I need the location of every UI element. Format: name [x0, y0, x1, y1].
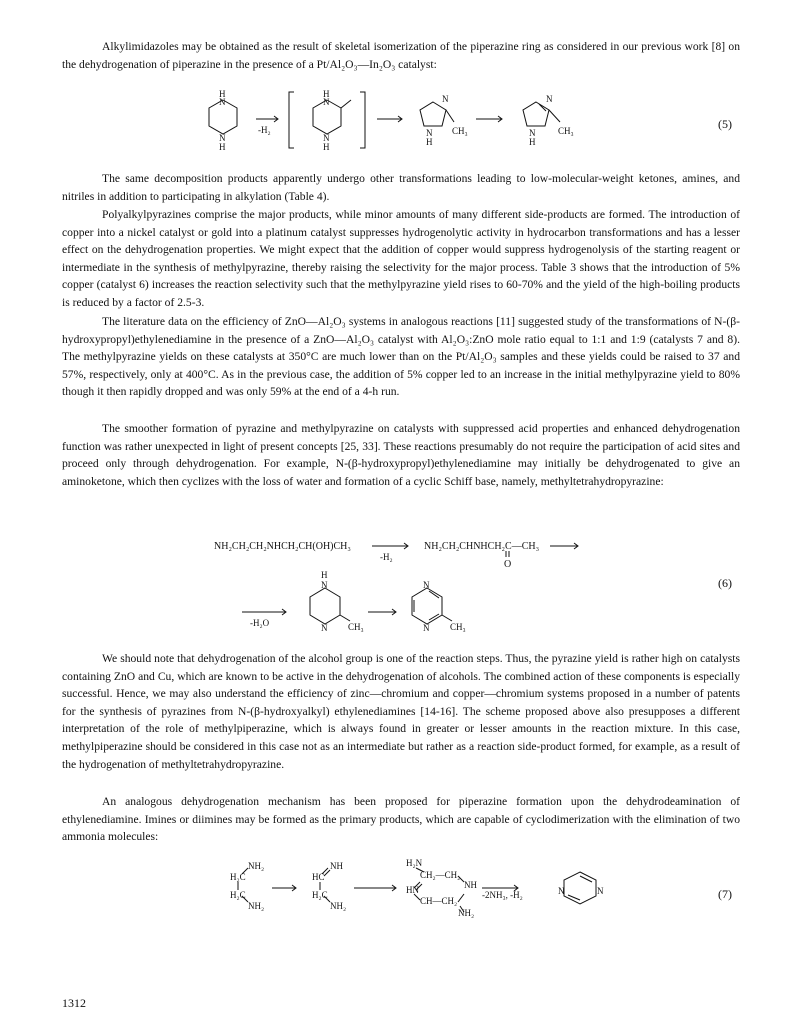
eq5-int-n-bottom: N — [323, 133, 330, 143]
eq7-h2c-1: H₂C — [230, 872, 246, 882]
equation-7-scheme — [220, 858, 620, 928]
eq5-imz2-ch3: CH₃ — [558, 126, 574, 136]
eq7-h2n: H₂N — [406, 858, 423, 868]
eq5-int-n-top: N — [323, 97, 330, 107]
eq7-nh: NH — [330, 861, 343, 871]
eq5-minus-h2: -H₂ — [258, 125, 271, 135]
eq7-hc: HC — [312, 872, 325, 882]
eq6-ring2-ch3: CH₃ — [450, 622, 466, 632]
eq5-h-top: H — [219, 89, 226, 99]
eq7-nh2-3: NH₂ — [330, 901, 347, 911]
page-number: 1312 — [62, 996, 86, 1010]
eq7-nh2-2: NH₂ — [248, 901, 265, 911]
eq6-ring1-n-bottom: N — [321, 623, 328, 632]
eq7-elimination: -2NH₃, -H₂ — [482, 890, 523, 900]
eq7-nh2-1: NH₂ — [248, 861, 265, 871]
paragraph-4: The literature data on the efficiency of ZnO—Al₂O₃ systems in analogous reactions [11] suggested study of the transformations of N-(β-hydroxypropyl)ethylenediamine in the presence of a ZnO—Al₂O₃ catalyst with Al₂O₃:ZnO mole ratio equal to 1:1 and 1:9 (catalysts 7 and 8). The methylpyrazine yields on these catalysts at 350°C are much lower than on the Pt/Al₂O₃ samples and these yields could be raised to 37 and 57%, respectively, only at 400°C. As in the previous case, the addition of 5% copper led to an increase in the initial methylpyrazine yield to 80% though it then rapidly dropped and was only 59% at the end of a 4-h run. — [62, 315, 740, 399]
eq7-h2c-2: H₂C — [230, 890, 246, 900]
equation-number-7: (7) — [718, 887, 732, 901]
eq6-ring1-ch3: CH₃ — [348, 622, 364, 632]
eq7-pyrazine-n-left: N — [558, 886, 565, 896]
equation-number-6: (6) — [718, 576, 732, 590]
eq5-imz2-n-bottom: N — [529, 128, 536, 138]
paragraph-3: Polyalkylpyrazines comprise the major products, while minor amounts of many different side-products are formed. The introduction of copper into a nickel catalyst or gold into a platinum catalyst suppresses hydrogenolytic activity in hydrocarbon transformations and has a lesser effect on the dehydrogenation properties. We might expect that the addition of copper would suppress hydrogenolysis of the starting reagent or intermediate in the synthesis of methylpyrazine, thereby raising the selectivity for the major process. Table 3 shows that the introduction of 5% copper (catalyst 6) increases the reaction selectivity such that the methylpyrazine yield rises to 60-70% and the yield of the high-boiling products is reduced by a factor of 2.5-3. — [62, 208, 740, 309]
eq6-ring1-n-top: N — [321, 580, 328, 590]
eq6-ring1-h: H — [321, 570, 328, 580]
eq5-imz2-n-top: N — [546, 94, 553, 104]
eq6-ring2-n-top: N — [423, 580, 430, 590]
paragraph-2: The same decomposition products apparently undergo other transformations leading to low-molecular-weight ketones, amines, and nitriles in addition to participating in alkylation (Table 4). — [62, 172, 740, 203]
eq7-hn: HN — [406, 885, 419, 895]
equation-5-scheme — [190, 86, 610, 156]
eq5-imz1-n-top: N — [442, 94, 449, 104]
eq6-ring2-n-bottom: N — [423, 623, 430, 632]
paragraph-7: An analogous dehydrogenation mechanism has been proposed for piperazine formation upon the dehydrodeamination of ethylenediamine. Imines or diimines may be formed as the primary products, which are capable of cyclodimerization with the elimination of two ammonia molecules: — [62, 795, 740, 844]
eq5-h-bottom: H — [219, 142, 226, 152]
eq7-h2c-3: H₂C — [312, 890, 328, 900]
eq5-imz1-n-bottom: N — [426, 128, 433, 138]
paragraph-5: The smoother formation of pyrazine and methylpyrazine on catalysts with suppressed acid properties and enhanced dehydrogenation function was rather unexpected in light of present concepts [25, 33]. These reactions presumably do not require the participation of acid sites and proceed only through dehydrogenation. For example, N-(β-hydroxypropyl)ethylenediamine may initially be dehydrogenated to give an aminoketone, which then cyclizes with the loss of water and formation of a cyclic Schiff base, namely, methyltetrahydropyrazine: — [62, 422, 740, 488]
eq7-ch2-ch2: CH₂—CH₂ — [420, 870, 461, 880]
equation-6-scheme — [200, 532, 620, 632]
eq5-n-top: N — [219, 97, 226, 107]
paragraph-6: We should note that dehydrogenation of the alcohol group is one of the reaction steps. Thus, the pyrazine yield is rather high on catalysts containing ZnO and Cu, which are known to be active in the dehydrogenation of alcohols. The combined action of these components is especially successful. Hence, we may also understand the efficiency of zinc—chromium and copper—chromium systems proposed in a number of patents for the synthesis of pyrazines from N-(β-hydroxyalkyl) ethylenediamines [14-16]. The scheme proposed above also presupposes a different interpretation of the role of methylpiperazine, which is always found in greater or lesser amounts in the reaction mixture. In this case, methylpiperazine should be considered in this case not as an intermediate but rather as a reaction side-product formed, for example, as a result of the hydrogenation of methyltetrahydropyrazine. — [62, 652, 740, 771]
eq7-nh2-4: NH₂ — [458, 908, 475, 918]
eq7-ring-nh: NH — [464, 880, 477, 890]
eq5-imz1-ch3: CH₃ — [452, 126, 468, 136]
eq6-minus-h2o: -H₂O — [250, 618, 270, 628]
eq5-int-h-top: H — [323, 89, 330, 99]
eq7-ch-ch2: CH—CH₂ — [420, 896, 458, 906]
eq5-imz1-h: H — [426, 137, 433, 147]
eq6-product: NH₂CH₂CHNHCH₂C—CH₃ — [424, 541, 540, 552]
eq6-reactant: NH₂CH₂CH₂NHCH₂CH(OH)CH₃ — [214, 541, 351, 552]
eq6-oxygen: O — [504, 559, 512, 570]
paragraph-1: Alkylimidazoles may be obtained as the result of skeletal isomerization of the piperazine ring as considered in our previous work [8] on the dehydrogenation of piperazine in the presence of a Pt/Al₂O₃—In₂O₃ catalyst: — [62, 40, 740, 71]
eq5-n-bottom: N — [219, 133, 226, 143]
eq5-imz2-h: H — [529, 137, 536, 147]
equation-number-5: (5) — [718, 117, 732, 131]
eq7-pyrazine-n-right: N — [597, 886, 604, 896]
eq5-int-h-bottom: H — [323, 142, 330, 152]
eq6-minus-h2: -H₂ — [380, 552, 393, 562]
